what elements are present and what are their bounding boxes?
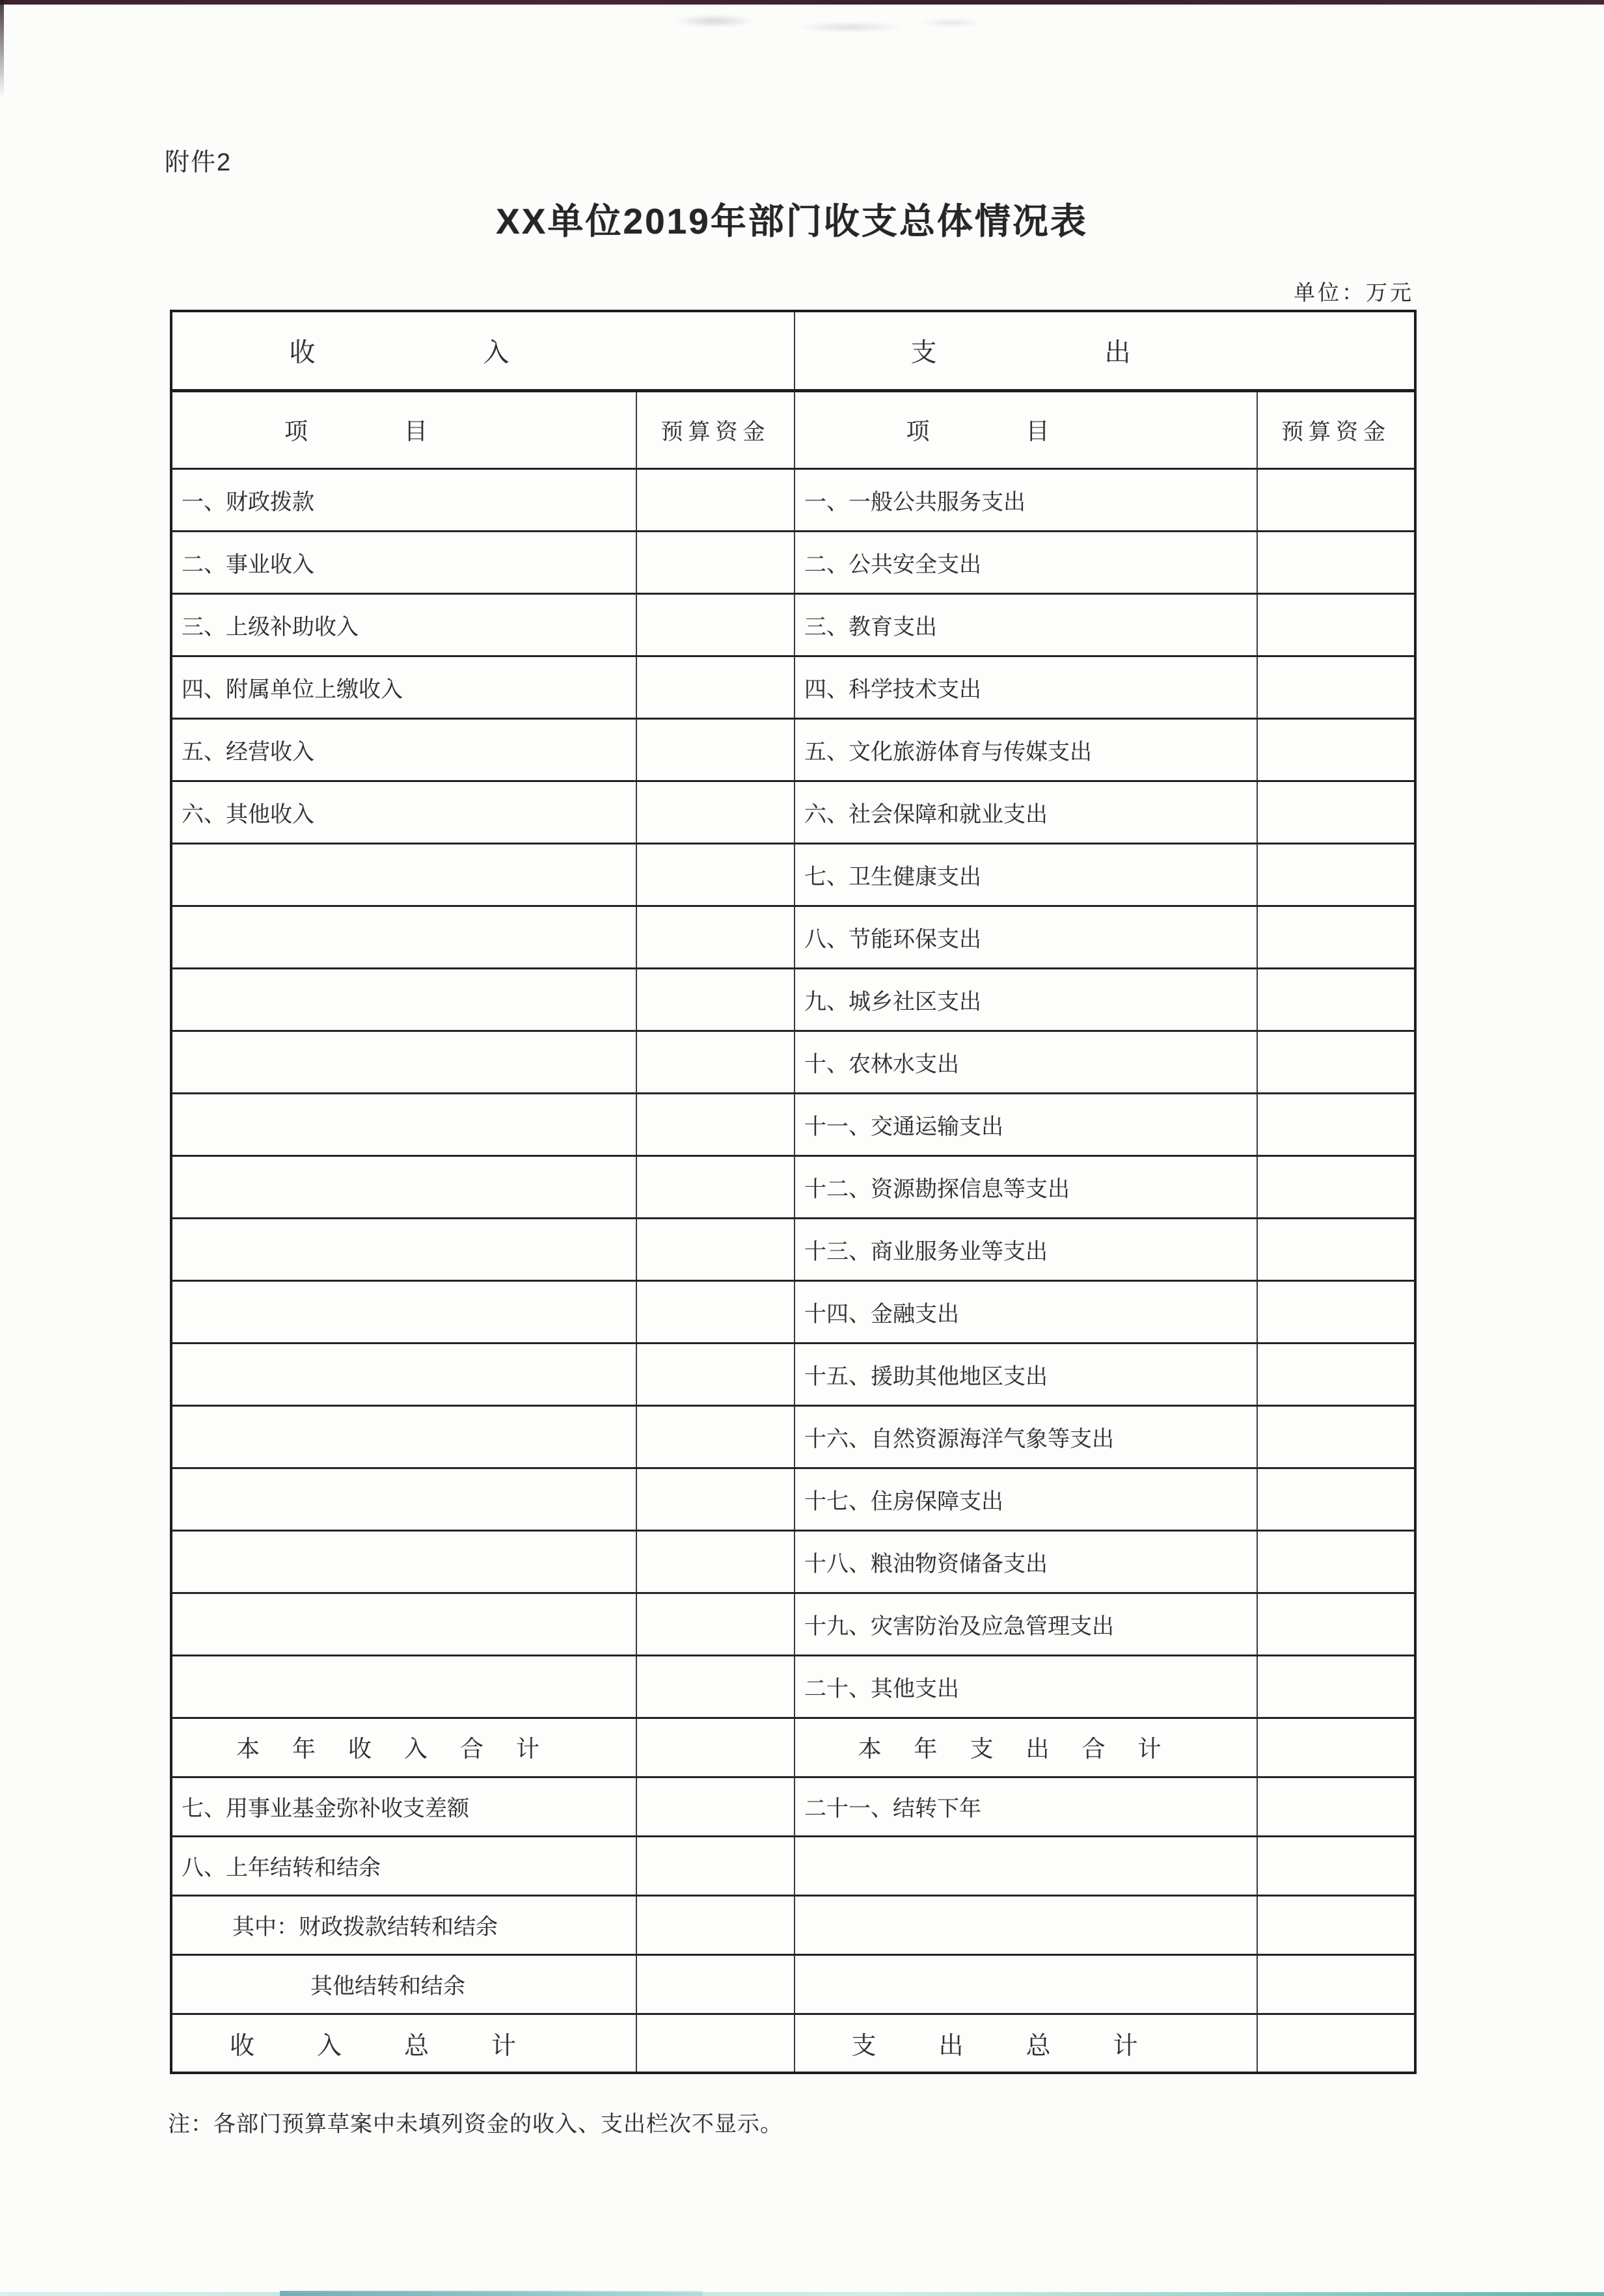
- income-item-cell: 三、上级补助收入: [171, 593, 636, 656]
- expense-grand-total-cell: 支出总计: [795, 2014, 1257, 2073]
- expense-budget-cell: [1257, 718, 1415, 781]
- income-budget-cell: [636, 968, 795, 1031]
- income-item-cell: [171, 1031, 636, 1093]
- income-budget-cell: [636, 531, 795, 593]
- expense-item-cell: 五、文化旅游体育与传媒支出: [795, 718, 1257, 781]
- income-group-header: [171, 311, 795, 390]
- income-item-cell: [171, 906, 636, 968]
- expense-item-cell: 十八、粮油物资储备支出: [795, 1530, 1257, 1593]
- expense-budget-column-header: 预算资金: [1257, 390, 1415, 468]
- expense-annual-total-cell: 本年支出合计: [795, 1718, 1257, 1777]
- expense-item-cell: 十六、自然资源海洋气象等支出: [795, 1405, 1257, 1468]
- expense-budget-cell: [1257, 1218, 1415, 1280]
- income-budget-cell: [636, 1593, 795, 1655]
- expense-budget-cell: [1257, 531, 1415, 593]
- expense-budget-cell: [1257, 1280, 1415, 1343]
- income-budget-cell: [636, 1343, 795, 1405]
- table-row: [171, 1530, 1415, 1593]
- expense-budget-cell: [1257, 843, 1415, 906]
- expense-grand-total-budget-cell: [1257, 2014, 1415, 2073]
- grand-total-row: [171, 2014, 1415, 2073]
- income-item-cell: [171, 1218, 636, 1280]
- expense-budget-cell: [1257, 1530, 1415, 1593]
- income-item-cell: [171, 1155, 636, 1218]
- income-budget-cell: [636, 781, 795, 843]
- expense-budget-cell: [1257, 1655, 1415, 1718]
- expense-item-cell: 十、农林水支出: [795, 1031, 1257, 1093]
- fund-adjust-row: [171, 1777, 1415, 1836]
- expense-budget-cell: [1257, 1155, 1415, 1218]
- income-fund-adjust-budget-cell: [636, 1777, 795, 1836]
- income-item-cell: [171, 1468, 636, 1530]
- table-row: [171, 1468, 1415, 1530]
- expense-budget-cell: [1257, 968, 1415, 1031]
- expense-budget-cell: [1257, 906, 1415, 968]
- expense-item-cell: 四、科学技术支出: [795, 656, 1257, 718]
- table-row: [171, 906, 1415, 968]
- scan-smudge: [664, 9, 1002, 39]
- income-item-cell: [171, 968, 636, 1031]
- income-budget-cell: [636, 843, 795, 906]
- page-title: XX单位2019年部门收支总体情况表: [496, 201, 1088, 241]
- table-row: [171, 468, 1415, 531]
- expense-group-label: 支出: [910, 338, 1299, 368]
- income-budget-cell: [636, 906, 795, 968]
- expense-item-cell: 十九、灾害防治及应急管理支出: [795, 1593, 1257, 1655]
- expense-item-column-header: 项目: [795, 390, 1257, 468]
- income-prev-carryover-other-budget-cell: [636, 1954, 795, 2014]
- expense-item-cell: 十五、援助其他地区支出: [795, 1343, 1257, 1405]
- expense-item-cell: 三、教育支出: [795, 593, 1257, 656]
- expense-item-cell: 九、城乡社区支出: [795, 968, 1257, 1031]
- table-row: [171, 781, 1415, 843]
- income-prev-carryover-other-cell: 其他结转和结余: [171, 1954, 636, 2014]
- empty-expense-budget-cell: [1257, 1954, 1415, 2014]
- income-item-cell: [171, 1280, 636, 1343]
- expense-carryover-next-budget-cell: [1257, 1777, 1415, 1836]
- expense-budget-cell: [1257, 468, 1415, 531]
- income-item-cell: 四、附属单位上缴收入: [171, 656, 636, 718]
- income-prev-carryover-cell: 八、上年结转和结余: [171, 1836, 636, 1895]
- income-budget-cell: [636, 656, 795, 718]
- income-item-cell: [171, 1655, 636, 1718]
- income-budget-cell: [636, 1031, 795, 1093]
- expense-item-cell: 七、卫生健康支出: [795, 843, 1257, 906]
- table-row: [171, 1031, 1415, 1093]
- expense-item-cell: 一、一般公共服务支出: [795, 468, 1257, 531]
- scan-artifact-bottom-segment: [280, 2291, 703, 2296]
- income-budget-cell: [636, 1530, 795, 1593]
- income-prev-carryover-fiscal-budget-cell: [636, 1895, 795, 1954]
- table-row: [171, 1218, 1415, 1280]
- income-item-cell: [171, 1343, 636, 1405]
- table-row: [171, 718, 1415, 781]
- income-budget-cell: [636, 1155, 795, 1218]
- income-budget-cell: [636, 1280, 795, 1343]
- empty-expense-cell: [795, 1895, 1257, 1954]
- income-budget-cell: [636, 1655, 795, 1718]
- empty-expense-cell: [795, 1954, 1257, 2014]
- expense-item-cell: 十三、商业服务业等支出: [795, 1218, 1257, 1280]
- expense-item-cell: 十一、交通运输支出: [795, 1093, 1257, 1155]
- income-grand-total-cell: 收入总计: [171, 2014, 636, 2073]
- expense-annual-total-budget-cell: [1257, 1718, 1415, 1777]
- income-budget-cell: [636, 718, 795, 781]
- expense-item-cell: 二、公共安全支出: [795, 531, 1257, 593]
- expense-budget-cell: [1257, 1593, 1415, 1655]
- attachment-label: 附件2: [165, 149, 232, 176]
- table-row: [171, 1280, 1415, 1343]
- expense-item-cell: 二十、其他支出: [795, 1655, 1257, 1718]
- income-budget-cell: [636, 1405, 795, 1468]
- annual-total-row: [171, 1718, 1415, 1777]
- prev-carryover-other-row: [171, 1954, 1415, 2014]
- income-item-cell: [171, 843, 636, 906]
- income-item-cell: [171, 1593, 636, 1655]
- income-annual-total-cell: 本年收入合计: [171, 1718, 636, 1777]
- table-row: [171, 1093, 1415, 1155]
- table-row: [171, 1655, 1415, 1718]
- income-prev-carryover-fiscal-cell: 其中：财政拨款结转和结余: [171, 1895, 636, 1954]
- table-row: [171, 1593, 1415, 1655]
- income-fund-adjust-cell: 七、用事业基金弥补收支差额: [171, 1777, 636, 1836]
- unit-label: 单位：万元: [1294, 280, 1414, 304]
- scan-artifact-bottom-edge: [0, 2292, 1604, 2296]
- expense-item-cell: 十七、住房保障支出: [795, 1468, 1257, 1530]
- expense-item-cell: 十二、资源勘探信息等支出: [795, 1155, 1257, 1218]
- income-item-cell: [171, 1093, 636, 1155]
- income-grand-total-budget-cell: [636, 2014, 795, 2073]
- income-item-cell: [171, 1405, 636, 1468]
- table-row: [171, 843, 1415, 906]
- expense-budget-cell: [1257, 781, 1415, 843]
- expense-budget-cell: [1257, 656, 1415, 718]
- table-row: [171, 593, 1415, 656]
- empty-expense-budget-cell: [1257, 1895, 1415, 1954]
- scan-artifact-left-notch: [0, 0, 4, 98]
- income-group-label: 收入: [289, 338, 677, 368]
- expense-budget-cell: [1257, 1093, 1415, 1155]
- income-item-cell: 一、财政拨款: [171, 468, 636, 531]
- prev-carryover-row: [171, 1836, 1415, 1895]
- empty-expense-cell: [795, 1836, 1257, 1895]
- income-budget-cell: [636, 1218, 795, 1280]
- income-budget-cell: [636, 593, 795, 656]
- income-budget-cell: [636, 468, 795, 531]
- income-budget-cell: [636, 1468, 795, 1530]
- empty-expense-budget-cell: [1257, 1836, 1415, 1895]
- prev-carryover-fiscal-row: [171, 1895, 1415, 1954]
- income-item-cell: 二、事业收入: [171, 531, 636, 593]
- income-prev-carryover-budget-cell: [636, 1836, 795, 1895]
- income-item-cell: 六、其他收入: [171, 781, 636, 843]
- table-row: [171, 531, 1415, 593]
- table-row: [171, 1405, 1415, 1468]
- expense-carryover-next-cell: 二十一、结转下年: [795, 1777, 1257, 1836]
- note-text: 注：各部门预算草案中未填列资金的收入、支出栏次不显示。: [168, 2112, 783, 2137]
- income-annual-total-budget-cell: [636, 1718, 795, 1777]
- expense-budget-cell: [1257, 1031, 1415, 1093]
- table-row: [171, 968, 1415, 1031]
- table-row: [171, 1343, 1415, 1405]
- scan-artifact-top-edge: [0, 0, 1604, 5]
- table-group-header-row: [171, 311, 1415, 390]
- table-row: [171, 1155, 1415, 1218]
- income-item-column-header: 项目: [171, 390, 636, 468]
- expense-group-header: [795, 311, 1415, 390]
- expense-budget-cell: [1257, 593, 1415, 656]
- income-item-cell: 五、经营收入: [171, 718, 636, 781]
- expense-item-cell: 八、节能环保支出: [795, 906, 1257, 968]
- budget-table: [170, 310, 1417, 2074]
- income-item-cell: [171, 1530, 636, 1593]
- table-column-header-row: [171, 390, 1415, 468]
- expense-budget-cell: [1257, 1343, 1415, 1405]
- expense-budget-cell: [1257, 1405, 1415, 1468]
- expense-item-cell: 六、社会保障和就业支出: [795, 781, 1257, 843]
- expense-item-cell: 十四、金融支出: [795, 1280, 1257, 1343]
- expense-budget-cell: [1257, 1468, 1415, 1530]
- income-budget-cell: [636, 1093, 795, 1155]
- income-budget-column-header: 预算资金: [636, 390, 795, 468]
- table-row: [171, 656, 1415, 718]
